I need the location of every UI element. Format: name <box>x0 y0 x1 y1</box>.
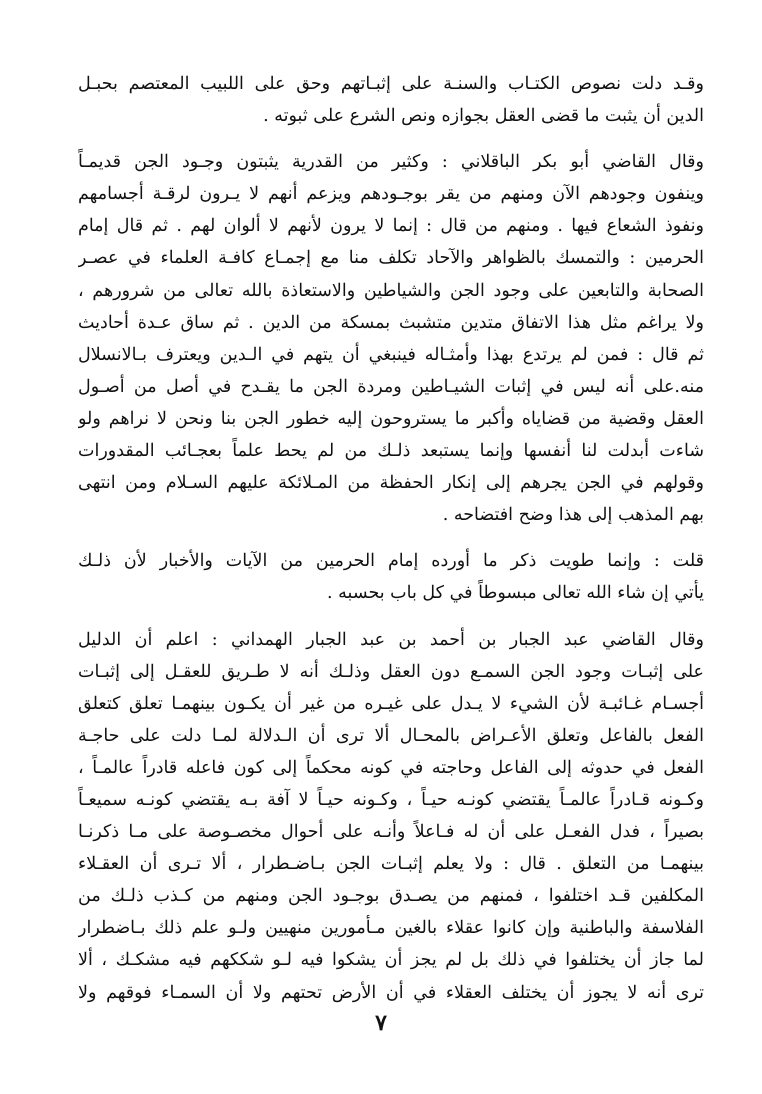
text-line: ترى أنه لا يجوز أن يختلف العقلاء في أن الأرض تحتهم ولا أن السمـاء فوقهم ولا <box>78 982 704 1003</box>
text-line: وقولهم في الجن يجرهم إلى إنكار الحفظة من المـلائكة عليهم السـلام ومن انتهى <box>78 473 704 494</box>
text-line: وينفون وجودهم الآن ومنهم من يقر بوجـودهم ويزعم أنهم لا يـرون لرقـة أجسامهم <box>78 184 704 205</box>
text-line: ونفوذ الشعاع فيها . ومنهم من قال : إنما لا يرون لأنهم لا ألوان لهم . ثم قال إمام <box>78 216 704 237</box>
text-line: الفلاسفة والباطنية وإن كانوا عقلاء بالغين مـأمورين منهيين ولـو علم ذلك بـاضطرار <box>78 918 704 939</box>
text-line: بينهمـا من التعلق . قال : ولا يعلم إثبـات الجن بـاضـطرار ، ألا تـرى أن العقـلاء <box>78 854 704 875</box>
text-line: على إثبـات وجود الجن السمـع دون العقل وذلـك أنه لا طـريق للعقـل إلى إثبـات <box>78 661 704 682</box>
text-line: العقل وقضية من قضاياه وأكبر ما يستروحون إليه خطور الجن بنا ونحن لا نراهم ولو <box>78 408 704 429</box>
text-line: قلت : وإنما طويت ذكر ما أورده إمام الحرمين من الآيات والأخبار لأن ذلـك <box>78 551 704 572</box>
text-line: يأتي إن شاء الله تعالى مبسوطاً في كل باب بحسبه . <box>327 583 704 604</box>
text-line: ثم قال : فمن لم يرتدع بهذا وأمثـاله فينبغي أن يتهم في الـدين ويعترف بـالانسلال <box>78 344 704 365</box>
page-number: ٧ <box>375 1010 387 1036</box>
text-line: المكلفين قـد اختلفوا ، فمنهم من يصـدق بوجـود الجن ومنهم من كـذب ذلـك من <box>78 886 704 907</box>
paragraph-3 <box>78 545 704 609</box>
text-line: الصحابة والتابعين على وجود الجن والشياطين والاستعاذة بالله تعالى من شرورهم ، <box>78 280 704 301</box>
paragraph-4 <box>78 624 704 1009</box>
text-line: الفعل في حدوثه إلى الفاعل وحاجته في كونه محكماً إلى كون فاعله قادراً عالمـاً ، <box>78 757 704 778</box>
text-line: الدين أن يثبت ما قضى العقل بجوازه ونص الشرع على ثبوته . <box>263 106 704 127</box>
paragraph-1 <box>78 68 704 132</box>
text-line: أجسـام غـائبـة لأن الشيء لا يـدل على غيـره من غير أن يكـون بينهمـا تعلق كتعلق <box>78 693 704 714</box>
text-line: شاءت أبدلت لنا أنفسها وإنما يستبعد ذلـك من لم يحط علماً بعجـائب المقدورات <box>78 441 704 462</box>
text-line: وقال القاضي عبد الجبار بن أحمد بن عبد الجبار الهمداني : اعلم أن الدليل <box>78 629 704 650</box>
paragraph-2 <box>78 146 704 531</box>
text-line: وقال القاضي أبو بكر الباقلاني : وكثير من القدرية يثبتون وجـود الجن قديمـاً <box>78 152 704 173</box>
text-line: وقـد دلت نصوص الكتـاب والسنـة على إثبـاتهم وحق على اللبيب المعتصم بحبـل <box>78 74 704 94</box>
text-line: بصيراً ، فدل الفعـل على أن له فـاعلاً وأنـه على أحوال مخصـوصة على مـا ذكرنـا <box>78 822 704 843</box>
text-line: الفعل بالفاعل وتعلق الأعـراض بالمحـال ألا ترى أن الـدلالة لمـا دلت على حاجـة <box>78 725 704 746</box>
text-line: منه.على أنه ليس في إثبات الشيـاطين ومردة الجن ما يقـدح في أصل من أصـول <box>78 376 704 397</box>
text-line: بهم المذهب إلى هذا وضح افتضاحه . <box>442 505 704 526</box>
text-line: لما جاز أن يختلفوا في ذلك بل لم يجز أن يشكوا فيه لـو شككهم فيه مشكـك ، ألا <box>78 950 704 971</box>
body-text <box>78 68 704 1023</box>
text-line: وكـونه قـادراً عالمـاً يقتضي كونـه حيـاً ، وكـونه حيـاً لا آفة بـه يقتضي كونـه سميعـاً <box>78 789 704 810</box>
text-line: الحرمين : والتمسك بالظواهر والآحاد تكلف منا مع إجمـاع كافـة العلماء في عصـر <box>78 248 704 269</box>
text-line: ولا يراغم مثل هذا الاتفاق متدين متشبث بمسكة من الدين . ثم ساق عـدة أحاديث <box>78 312 704 333</box>
